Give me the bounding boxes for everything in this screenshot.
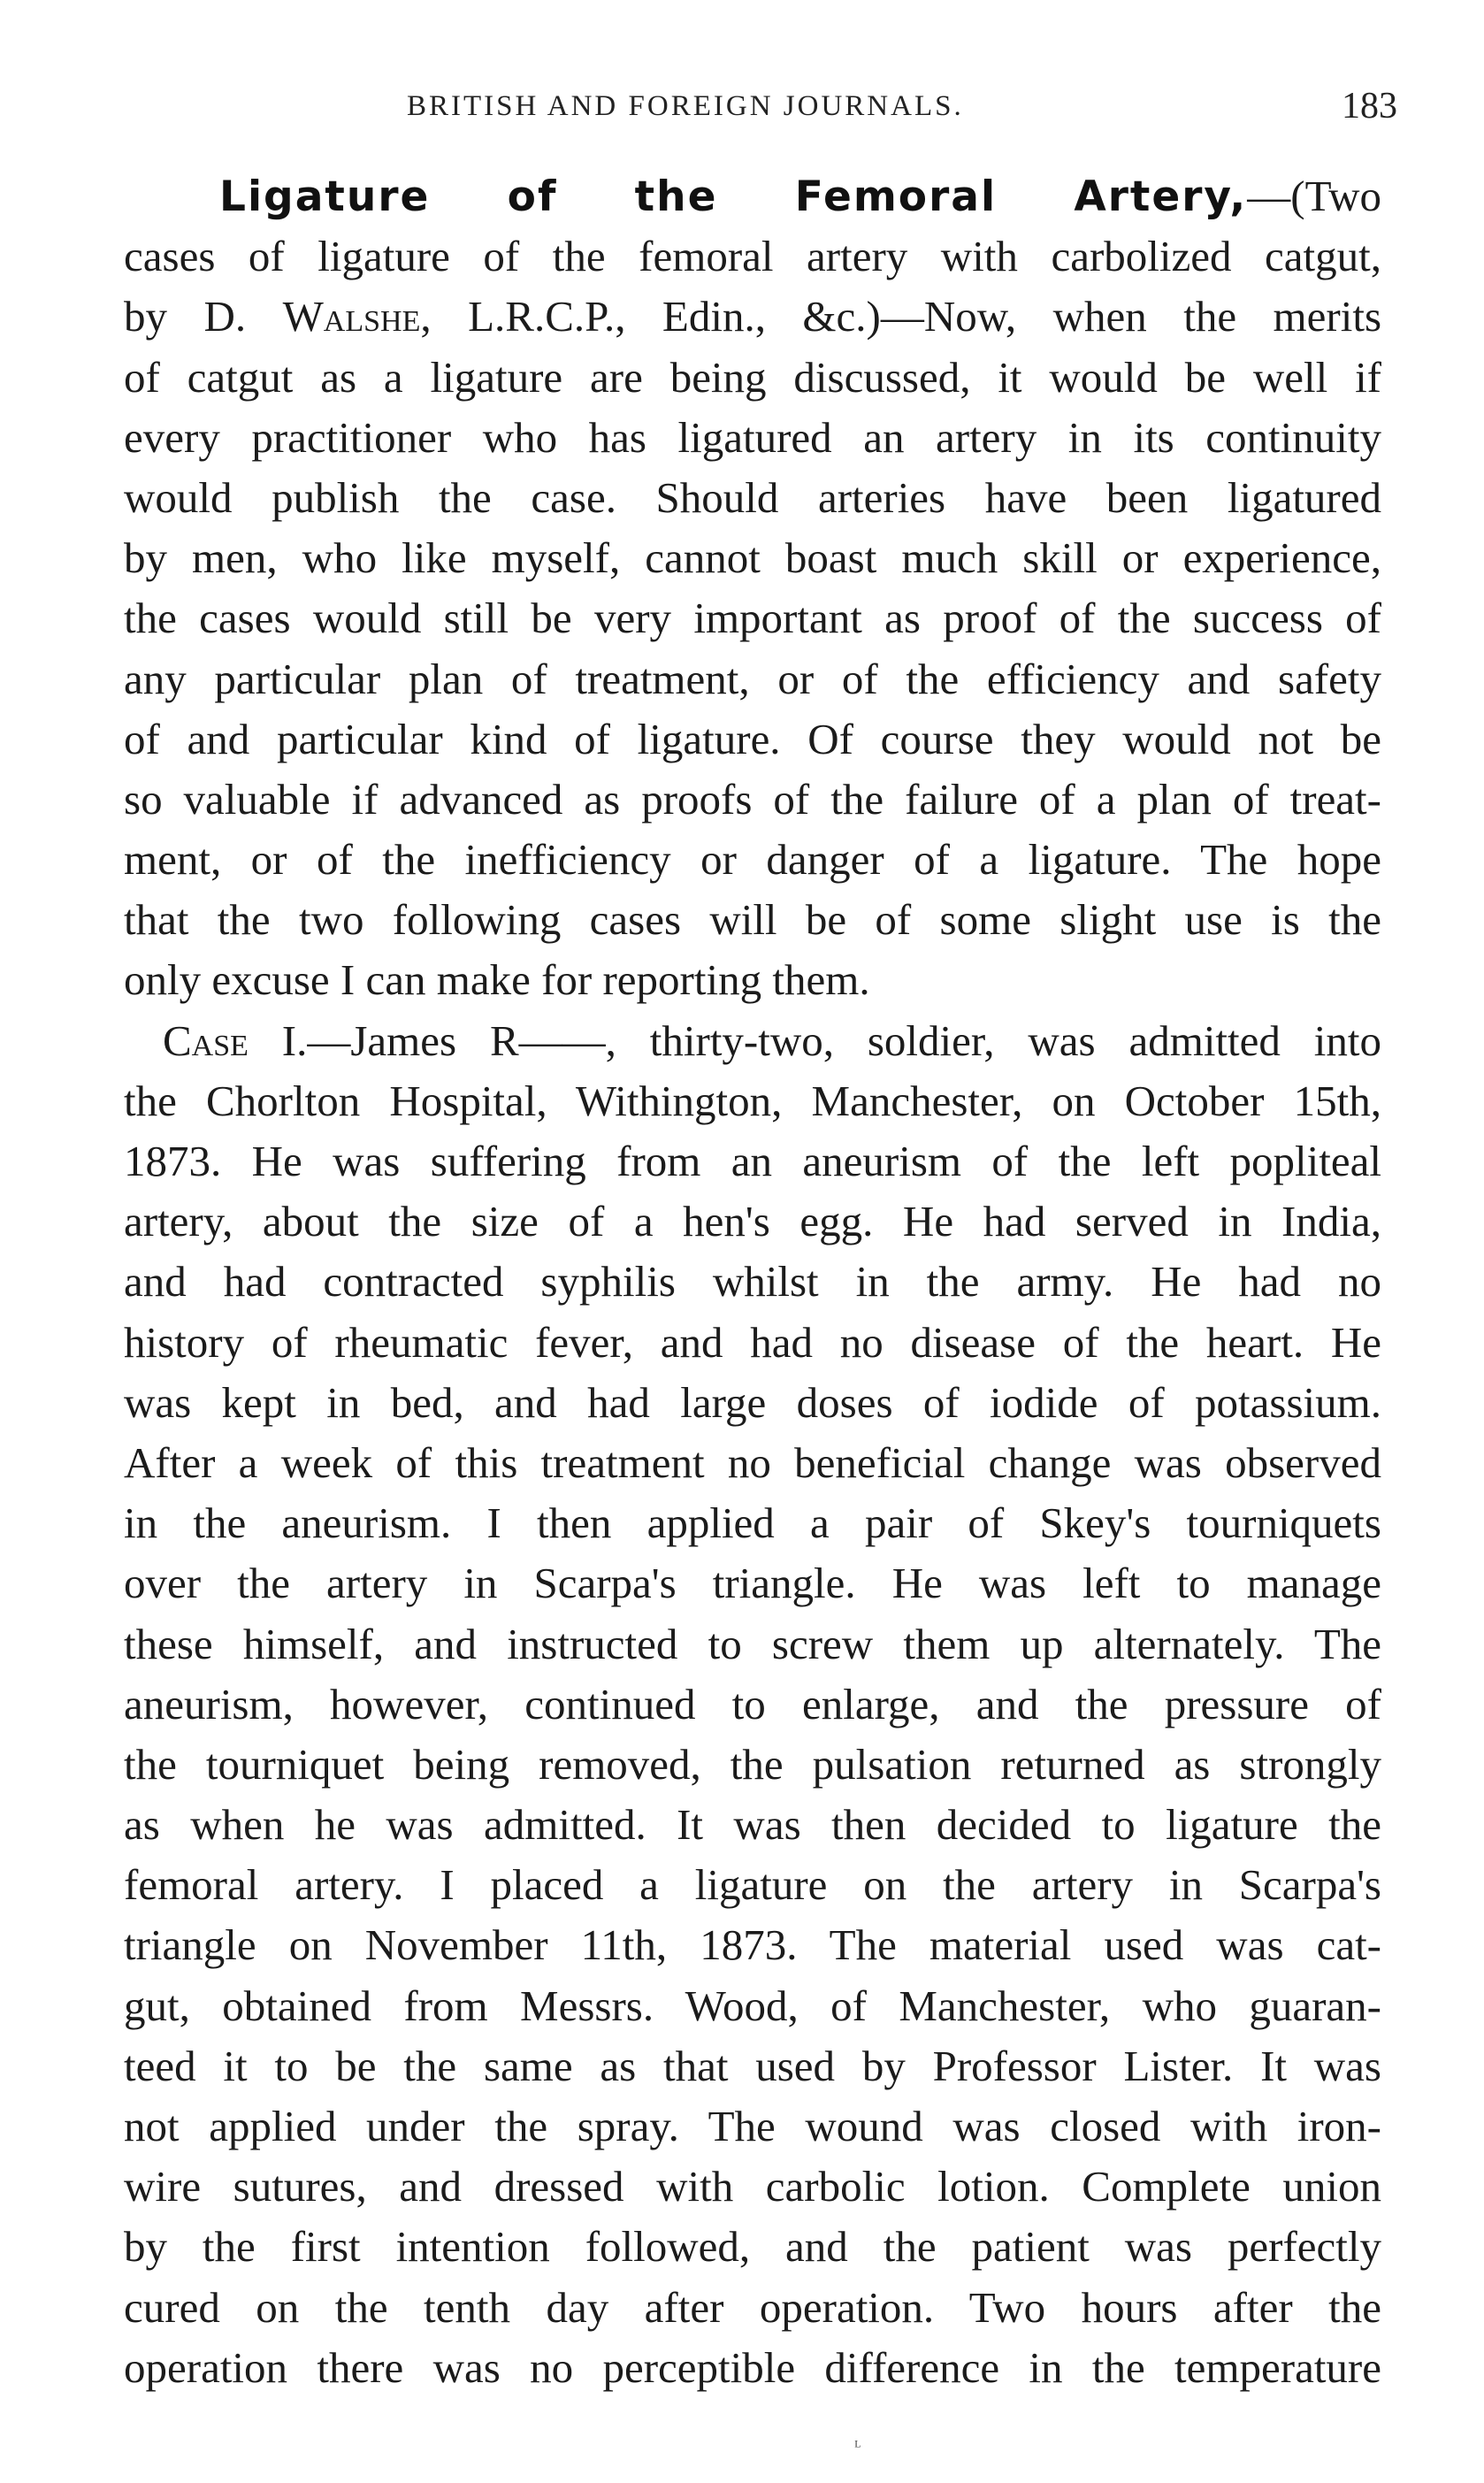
body-line: the cases would still be very important as proof of the success of	[124, 594, 1381, 643]
body-line: aneurism, however, continued to enlarge, and the pressure of	[124, 1679, 1381, 1728]
body-line: cases of ligature of the femoral artery with carbolized catgut,	[124, 232, 1381, 281]
author-prefix: by D.	[124, 292, 247, 341]
body-line: every practitioner who has ligatured an artery in its continuity	[124, 412, 1381, 462]
body-line: 1873. He was suffering from an aneurism of the left popliteal	[124, 1137, 1381, 1185]
body-line: of and particular kind of ligature. Of course they would not be	[124, 714, 1381, 763]
article-body	[124, 166, 1381, 2398]
article-headline-line	[124, 166, 1381, 226]
body-line: femoral artery. I placed a ligature on the artery in Scarpa's	[124, 1860, 1381, 1910]
body-line: gut, obtained from Messrs. Wood, of Manchester, who guaran-	[124, 1981, 1381, 2030]
body-line: was kept in bed, and had large doses of iodide of potassium.	[124, 1377, 1381, 1427]
signature-mark: ᴸ	[854, 2437, 861, 2456]
article-headline: Ligature of the Femoral Artery,	[219, 172, 1248, 221]
body-line: history of rheumatic fever, and had no disease of the heart. He	[124, 1317, 1381, 1367]
body-line: cured on the tenth day after operation. Two hours after the	[124, 2282, 1381, 2332]
body-line: in the aneurism. I then applied a pair of Skey's tourniquets	[124, 1498, 1381, 1548]
case-intro: —James R——, thirty-two, soldier, was admitted into	[307, 1015, 1381, 1065]
case-label: Case I.	[163, 1015, 308, 1065]
body-line: of catgut as a ligature are being discussed, it would be well if	[124, 352, 1381, 402]
body-line: teed it to be the same as that used by Professor Lister. It was	[124, 2041, 1381, 2090]
body-line: ment, or of the inefficiency or danger of a ligature. The hope	[124, 835, 1381, 885]
running-head: BRITISH AND FOREIGN JOURNALS.	[407, 90, 964, 122]
body-line: wire sutures, and dressed with carbolic lotion. Complete union	[124, 2162, 1381, 2211]
body-line: so valuable if advanced as proofs of the failure of a plan of treat-	[124, 774, 1381, 824]
body-line: artery, about the size of a hen's egg. He had served in India,	[124, 1197, 1381, 1246]
body-line: only excuse I can make for reporting them.	[124, 955, 870, 1005]
body-line: over the artery in Scarpa's triangle. He was left to manage	[124, 1559, 1381, 1608]
author-credentials: , L.R.C.P., Edin., &c.)—Now, when the merits	[420, 292, 1381, 341]
body-line: these himself, and instructed to screw them up alternately. The	[124, 1619, 1381, 1668]
case-heading-line	[124, 1011, 1381, 1071]
body-line: the Chorlton Hospital, Withington, Manchester, on October 15th,	[124, 1076, 1381, 1125]
body-line: the tourniquet being removed, the pulsation returned as strongly	[124, 1739, 1381, 1789]
body-line: by the first intention followed, and the patient was perfectly	[124, 2222, 1381, 2272]
headline-continuation: —(Two	[1247, 172, 1381, 220]
body-line: and had contracted syphilis whilst in the army. He had no	[124, 1257, 1381, 1307]
author-line	[124, 287, 1381, 347]
body-line: After a week of this treatment no beneficial change was observed	[124, 1437, 1381, 1487]
body-line: any particular plan of treatment, or of the efficiency and safety	[124, 654, 1381, 703]
page-number: 183	[1342, 86, 1397, 126]
author-name: Walshe	[282, 292, 421, 341]
body-line: not applied under the spray. The wound was closed with iron-	[124, 2102, 1381, 2150]
body-line: as when he was admitted. It was then decided to ligature the	[124, 1800, 1381, 1850]
body-line: triangle on November 11th, 1873. The material used was cat-	[124, 1920, 1381, 1970]
body-line: that the two following cases will be of some slight use is the	[124, 895, 1381, 945]
page-header	[389, 85, 1397, 138]
body-line: operation there was no perceptible difference in the temperature	[124, 2342, 1381, 2392]
body-line: would publish the case. Should arteries have been ligatured	[124, 472, 1381, 522]
body-line: by men, who like myself, cannot boast much skill or experience,	[124, 533, 1381, 583]
